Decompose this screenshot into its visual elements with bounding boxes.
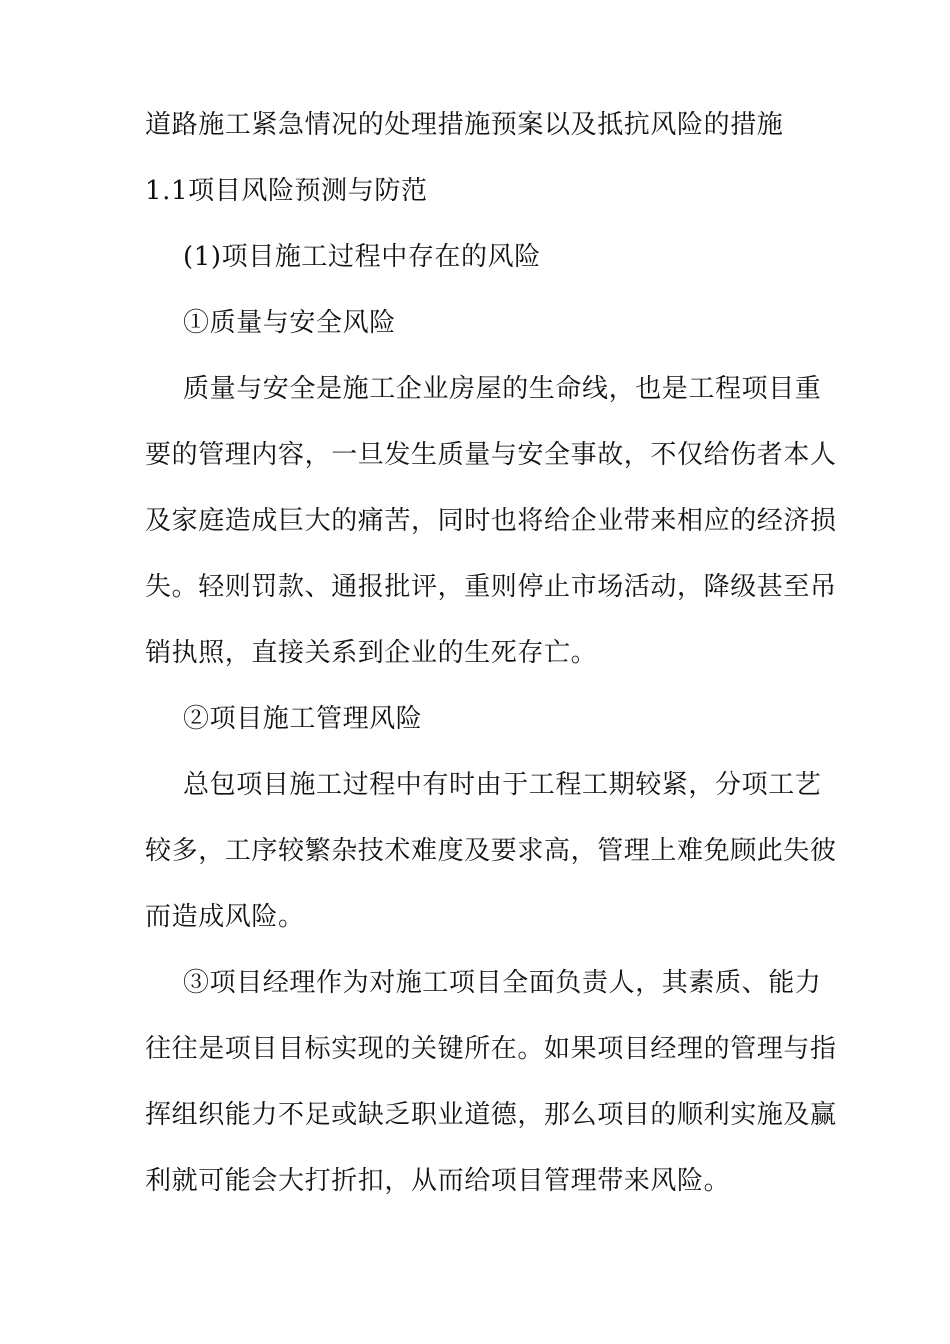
document-title: 道路施工紧急情况的处理措施预案以及抵抗风险的措施 — [145, 110, 784, 140]
paragraph-line: 挥组织能力不足或缺乏职业道德，那么项目的顺利实施及赢 — [145, 1100, 837, 1130]
paragraph-line: ③项目经理作为对施工项目全面负责人，其素质、能力 — [183, 968, 822, 998]
paragraph-line: 及家庭造成巨大的痛苦，同时也将给企业带来相应的经济损 — [145, 506, 837, 536]
subsection-heading: (1)项目施工过程中存在的风险 — [183, 242, 541, 272]
item1-heading: ①质量与安全风险 — [183, 308, 396, 338]
paragraph-line: 失。轻则罚款、通报批评，重则停止市场活动，降级甚至吊 — [145, 572, 837, 602]
paragraph-line: 较多，工序较繁杂技术难度及要求高，管理上难免顾此失彼 — [145, 836, 837, 866]
paragraph-line: 要的管理内容，一旦发生质量与安全事故，不仅给伤者本人 — [145, 440, 837, 470]
paragraph-line: 而造成风险。 — [145, 902, 305, 932]
item2-heading: ②项目施工管理风险 — [183, 704, 423, 734]
paragraph-line: 利就可能会大打折扣，从而给项目管理带来风险。 — [145, 1166, 731, 1196]
paragraph-line: 往往是项目目标实现的关键所在。如果项目经理的管理与指 — [145, 1034, 837, 1064]
paragraph-line: 总包项目施工过程中有时由于工程工期较紧，分项工艺 — [183, 770, 822, 800]
section-heading: 1.1项目风险预测与防范 — [145, 176, 428, 206]
paragraph-line: 销执照，直接关系到企业的生死存亡。 — [145, 638, 598, 668]
paragraph-line: 质量与安全是施工企业房屋的生命线，也是工程项目重 — [183, 374, 822, 404]
